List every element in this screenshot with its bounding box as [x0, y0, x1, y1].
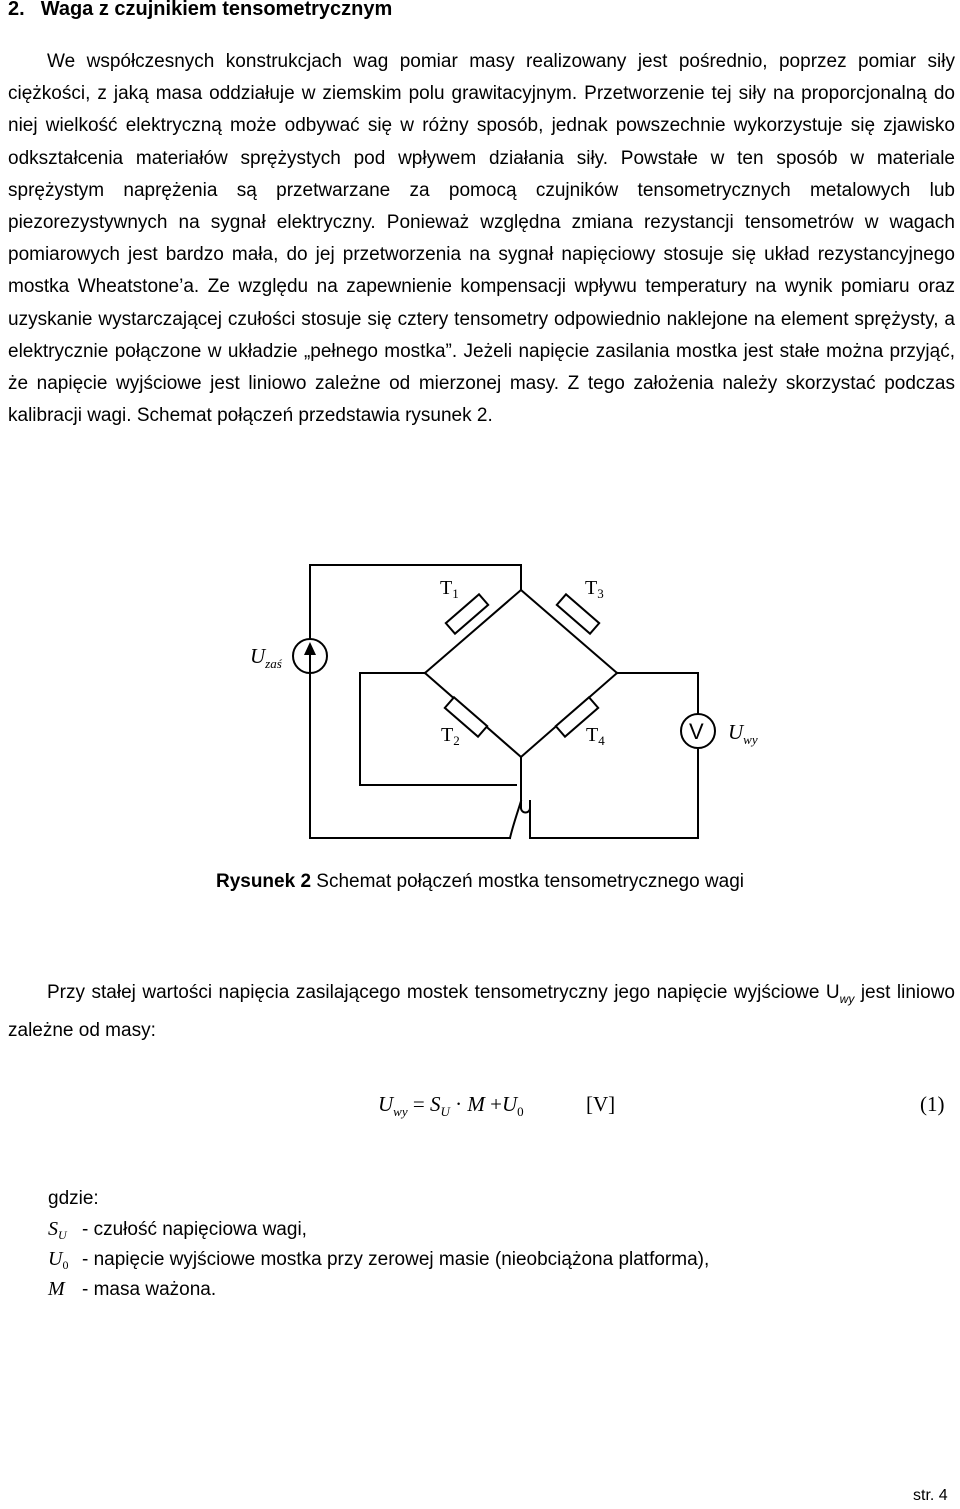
label-t3: $T_3$: [585, 577, 604, 601]
definition-item: [48, 1274, 948, 1304]
label-t2: $T_2$: [441, 724, 460, 748]
second-paragraph-tail: jest liniowo zależne od masy:: [8, 982, 955, 1041]
intro-paragraph: We współczesnych konstrukcjach wag pomiar masy realizowany jest pośrednio, poprzez pomiar siły ciężkości, z jaką masa oddziałuje w ziemskim polu grawitacyjnym. Przetworzenie tej siły na proporcjonalną do niej wielkość elektryczną może odbywać się w różny sposób, jednak powszechnie wykorzystuje się zjawisko odkształcenia materiałów sprężystych pod wpływem działania siły. Powstałe w ten sposób w materiale sprężystym naprężenia są przetwarzane za pomocą czujników tensometrycznych metalowych lub piezorezystywnych na sygnał elektryczny. Ponieważ względna zmiana rezystancji tensometrów w wagach pomiarowych jest bardzo mała, do jej przetworzenia na sygnał napięciowy stosuje się układ rezystancyjnego mostka Wheatstone’a. Ze względu na zapewnienie kompensacji wpływu temperatury na wynik pomiaru oraz uzyskanie wystarczającej czułości stosuje się cztery tensometry odpowiednio naklejone na element sprężysty, a elektrycznie połączone w układzie „pełnego mostka”. Jeżeli napięcie zasilania mostka jest stałe można przyjąć, że napięcie wyjściowe jest liniowo zależne od mierzonej masy. Z tego założenia należy skorzystać podczas kalibracji wagi. Schemat połączeń przedstawia rysunek 2.: [8, 51, 955, 427]
resistor-t3: [557, 594, 599, 633]
figure-caption: [0, 868, 960, 896]
equation-number: (1): [920, 1092, 945, 1116]
label-supply: $U_{zaś}$: [250, 644, 282, 671]
bottom-gap-wire: [521, 801, 530, 838]
output-wire: [617, 673, 698, 713]
label-output: $U_{wy}$: [728, 720, 758, 747]
definition-text: - masa ważona.: [82, 1279, 217, 1300]
page-number: str. 4: [913, 1487, 948, 1504]
section-number: 2.: [8, 0, 25, 20]
bottom-node-wire: [510, 757, 521, 838]
definition-symbol: $S_U$: [48, 1218, 67, 1242]
label-t4: $T_4$: [586, 724, 605, 748]
bridge-circuit-diagram: [0, 505, 960, 855]
bridge-circuit-figure: [0, 505, 960, 855]
equation-1: [0, 1088, 960, 1128]
second-paragraph-subscript: wy: [839, 991, 855, 1006]
definitions-list: [48, 1184, 948, 1304]
definition-item: [48, 1214, 948, 1244]
definition-symbol: M: [48, 1278, 65, 1300]
definition-text: - napięcie wyjściowe mostka przy zerowej masie (nieobciążona platforma),: [82, 1249, 710, 1270]
definition-symbol: $U_0$: [48, 1248, 69, 1272]
second-paragraph-main: Przy stałej wartości napięcia zasilającego mostek tensometryczny jego napięcie wyjściowe U: [47, 982, 840, 1003]
left-mid-wire: [360, 673, 516, 785]
output-return-wire: [530, 750, 698, 838]
supply-source-icon: [293, 639, 327, 673]
definition-item: [48, 1244, 948, 1274]
label-voltmeter: V: [689, 719, 704, 744]
equation-body: $U_{wy} = S_U \cdot M +U_0$: [378, 1092, 524, 1119]
supply-wire: [310, 565, 521, 838]
section-heading: [8, 0, 392, 21]
definitions-intro: gdzie:: [48, 1188, 99, 1209]
label-t1: $T_1$: [440, 577, 459, 601]
second-paragraph: [8, 977, 955, 1047]
definition-text: - czułość napięciowa wagi,: [82, 1219, 307, 1240]
equation-unit: [V]: [586, 1092, 616, 1116]
section-title: Waga z czujnikiem tensometrycznym: [40, 0, 393, 20]
caption-text: Schemat połączeń mostka tensometrycznego wagi: [311, 871, 745, 892]
caption-label: Rysunek 2: [215, 871, 312, 892]
